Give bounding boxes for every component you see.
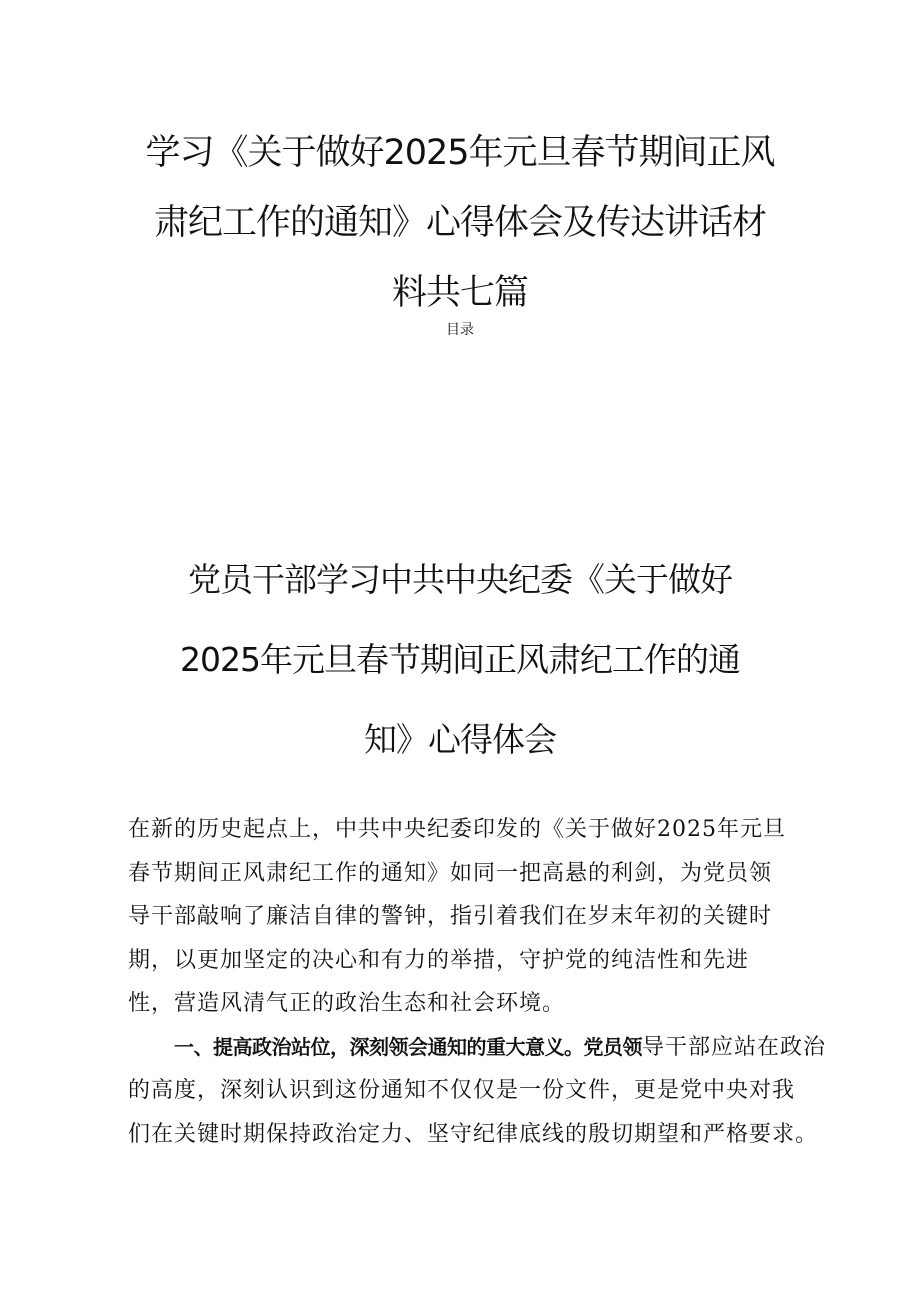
document-title-line: 学习《关于做好2025年元旦春节期间正风 bbox=[145, 133, 775, 173]
paragraph-line: 的高度，深刻认识到这份通知不仅仅是一份文件，更是党中央对我 bbox=[128, 1078, 796, 1103]
article-title-line: 2025年元旦春节期间正风肃纪工作的通 bbox=[180, 640, 740, 679]
paragraph-text: 导干部应站在政治 bbox=[642, 1034, 827, 1060]
article-title-line: 知》心得体会 bbox=[364, 720, 556, 759]
document-title-line: 肃纪工作的通知》心得体会及传达讲话材 bbox=[153, 203, 766, 243]
article-body bbox=[128, 808, 827, 1156]
paragraph-line: 导干部敲响了廉洁自律的警钟，指引着我们在岁末年初的关键时 bbox=[128, 904, 773, 929]
paragraph-line: 春节期间正风肃纪工作的通知》如同一把高悬的利剑，为党员领 bbox=[128, 860, 773, 886]
paragraph-line: 们在关键时期保持政治定力、坚守纪律底线的殷切期望和严格要求。 bbox=[128, 1121, 819, 1147]
paragraph-line bbox=[128, 1026, 827, 1070]
document-title-line: 料共七篇 bbox=[391, 273, 528, 313]
section-heading: 一、提高政治站位，深刻领会通知的重大意义。党员领 bbox=[174, 1034, 642, 1059]
paragraph-line: 期，以更加坚定的决心和有力的举措，守护党的纯洁性和先进 bbox=[128, 947, 750, 973]
article-title bbox=[120, 540, 800, 780]
table-of-contents-label: 目录 bbox=[446, 322, 474, 338]
document-title bbox=[120, 118, 800, 328]
paragraph-intro bbox=[128, 808, 808, 1026]
paragraph-line: 在新的历史起点上，中共中央纪委印发的《关于做好2025年元旦 bbox=[128, 817, 786, 842]
paragraph-line: 性，营造风清气正的政治生态和社会环境。 bbox=[128, 991, 566, 1016]
article-title-line: 党员干部学习中共中央纪委《关于做好 bbox=[188, 560, 732, 599]
paragraph-section-one bbox=[128, 1026, 827, 1157]
